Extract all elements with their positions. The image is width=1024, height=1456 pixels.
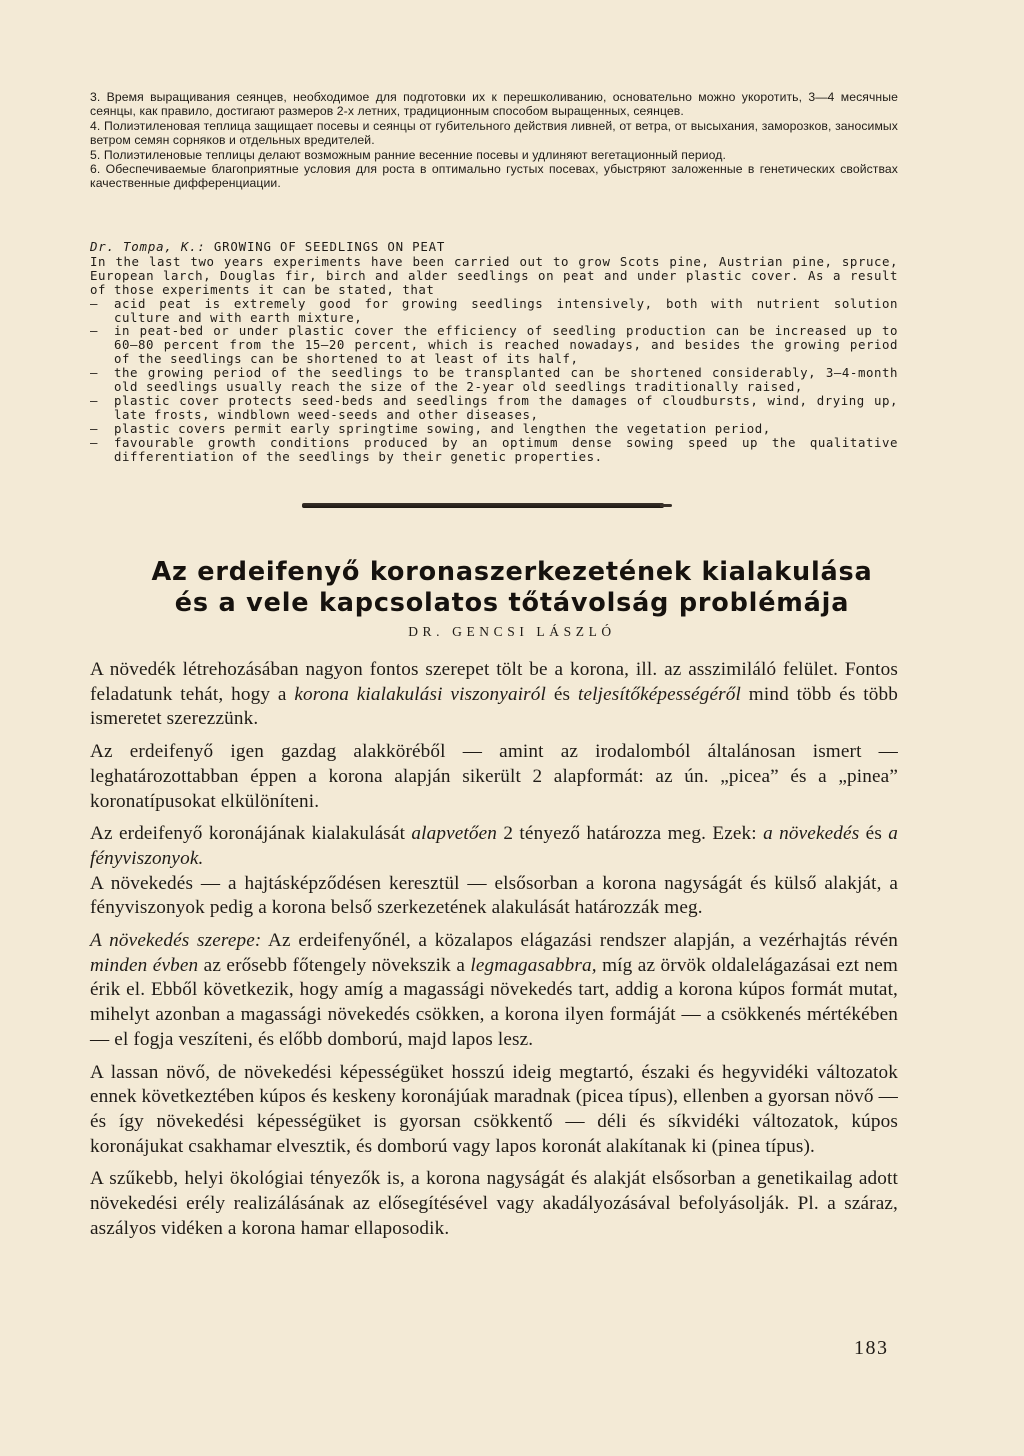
paragraph: A növekedés — a hajtásképződésen keresztül — elsősorban a korona nagyságát és külső alakját, a fényviszonyok pedig a korona belső szerkezetének alakulását határozzák meg. <box>90 872 898 919</box>
article-title-line-2: és a vele kapcsolatos tőtávolság problémája <box>174 588 850 618</box>
page-number: 183 <box>854 1337 889 1359</box>
english-summary <box>90 240 898 464</box>
list-item: — favourable growth conditions produced by an optimum dense sowing speed up the qualitative differentiation of the seedlings by their genetic properties. <box>90 434 898 464</box>
section-divider <box>302 503 664 508</box>
russian-summary-point-5: 5. Полиэтиленовые теплицы делают возможным ранние весенние посевы и удлиняют вегетационный период. <box>90 147 726 162</box>
english-summary-intro: In the last two years experiments have been carried out to grow Scots pine, Austrian pine, spruce, European larch, Douglas fir, birch and alder seedlings on peat and under plastic cover. As a result of those experiments it can be stated, that <box>90 253 898 297</box>
paragraph: A növedék létrehozásában nagyon fontos szerepet tölt be a korona, ill. az asszimiláló felület. Fontos feladatunk tehát, hogy a korona kialakulási viszonyairól és teljesítőképességéről mind több és több ismeretet szerezzünk. <box>90 659 899 730</box>
list-item: — acid peat is extremely good for growing seedlings intensively, both with nutrient solution culture and with earth mixture, <box>90 295 898 325</box>
russian-summary-point-3: 3. Время выращивания сеянцев, необходимое для подготовки их к перешколиванию, основательно можно укоротить, 3—4 месячные сеянцы, как правило, достигают размеров 2-х летних, традиционным способом выращенных, сеянцев. <box>90 90 898 119</box>
list-item: — plastic cover protects seed-beds and seedlings from the damages of cloudbursts, wind, drying up, late frosts, windblown weed-seeds and other diseases, <box>90 392 898 422</box>
english-summary-title: GROWING OF SEEDLINGS ON PEAT <box>213 239 446 254</box>
russian-summary-point-4: 4. Полиэтиленовая теплица защищает посевы и сеянцы от губительного действия ливней, от ветра, от высыхания, заморозков, заносимых ветром семян сорняков и отдельных вредителей. <box>90 118 898 148</box>
russian-summary <box>90 90 898 191</box>
paragraph: A lassan növő, de növekedési képességüket hosszú ideig megtartó, északi és hegyvidéki változatok ennek következtében kúpos és keskeny koronájúak maradnak (picea típus), ellenben a gyorsan növő — és így növekedési képességüket is gyorsan csökkentő — déli és síkvidéki változatok, kúpos koronájukat csakhamar elvesztik, és domború vagy lapos koronát alakítanak ki (pinea típus). <box>90 1061 898 1157</box>
dash-bullet: — <box>90 323 99 339</box>
russian-summary-point-6: 6. Обеспечиваемые благоприятные условия для роста в оптимально густых посевах, убыстряют заложенные в генетических свойствах качественные дифференциации. <box>90 162 898 191</box>
dash-bullet: — <box>90 295 99 311</box>
paragraph: Az erdeifenyő koronájának kialakulását alapvetően 2 tényező határozza meg. Ezek: a növekedés és a fényviszonyok. <box>90 823 898 869</box>
dash-bullet: — <box>90 365 99 381</box>
paragraph: A növekedés szerepe: Az erdeifenyőnél, a közalapos elágazási rendszer alapján, a vezérhajtás révén minden évben az erősebb főtengely növekszik a legmagasabbra, míg az örvök oldalelágazásai ezt nem érik el. Ebből következik, hogy amíg a magassági növekedés tart, addig a korona kúpos formát mutat, mihelyt azonban a magassági növekedés csökken, a korona ilyen formáját — a csökkenés mértékében — el fogja veszíteni, és előbb domború, majd lapos lesz. <box>90 930 898 1050</box>
dash-bullet: — <box>90 434 99 450</box>
list-item: — plastic covers permit early springtime sowing, and lengthen the vegetation period, <box>90 420 771 436</box>
dash-bullet: — <box>90 420 99 436</box>
paragraph: A szűkebb, helyi ökológiai tényezők is, a korona nagyságát és alakját elsősorban a genetikailag adott növekedési erély realizálásának az elősegítésével vagy akadályozásával befolyásolják. Pl. a száraz, aszályos vidéken a korona hamar ellaposodik. <box>90 1168 898 1239</box>
english-summary-heading <box>90 240 898 254</box>
list-item: — in peat-bed or under plastic cover the efficiency of seedling production can be increased up to 60—80 percent from the 15—20 percent, which is reached nowadays, and besides the growing period of the seedlings can be shortened to at least of its half, <box>90 323 898 367</box>
list-item: — the growing period of the seedlings to be transplanted can be shortened considerably, 3—4-month old seedlings usually reach the size of the 2-year old seedlings traditionally raised, <box>90 365 898 395</box>
dash-bullet: — <box>90 392 99 408</box>
article-title <box>60 557 964 619</box>
article-title-line-1: Az erdeifenyő koronaszerkezetének kialakulása <box>151 557 873 587</box>
paragraph: Az erdeifenyő igen gazdag alakköréből — amint az irodalomból általánosan ismert — leghatározottabban éppen a korona alapján sikerült 2 alapformát: az ún. „picea” és a „pinea” koronatípusokat elkülöníteni. <box>90 741 898 812</box>
english-summary-author: Dr. Tompa, K.: <box>90 239 206 254</box>
article-author: DR. GENCSI LÁSZLÓ <box>408 624 616 639</box>
article-body <box>90 658 898 1241</box>
